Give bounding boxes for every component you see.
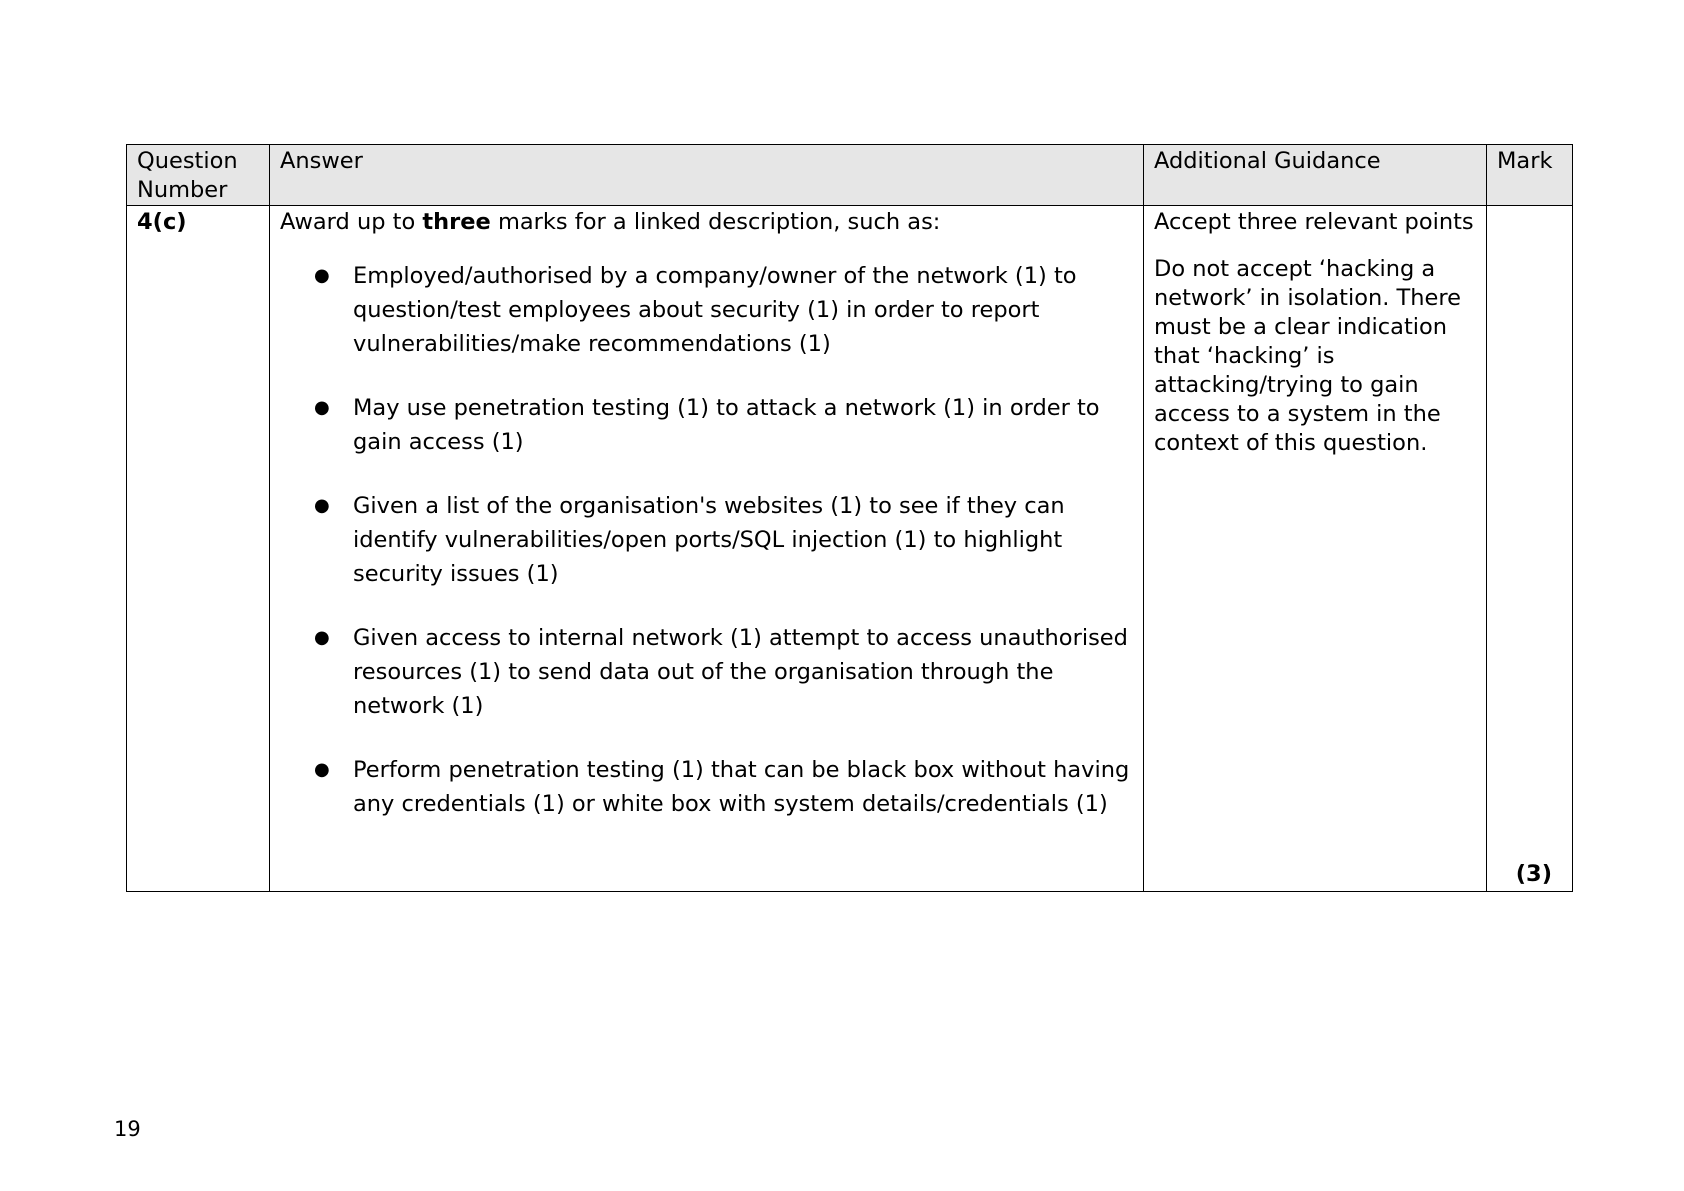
list-item [280,391,1133,459]
answer-cell [270,206,1144,892]
header-additional-guidance: Additional Guidance [1144,145,1487,206]
guidance-cell [1144,206,1487,892]
question-number-cell [127,206,270,892]
page-number: 19 [114,1117,141,1141]
answer-points-list [280,259,1133,821]
mark-scheme-table [126,144,1573,892]
header-question-number: Question Number [127,145,270,206]
intro-text-before: Award up to [280,209,423,235]
bullet-icon: ● [314,495,330,516]
answer-intro [280,208,1133,237]
list-item [280,621,1133,723]
bullet-icon: ● [314,759,330,780]
bullet-icon: ● [314,265,330,286]
answer-point-text: Perform penetration testing (1) that can be black box without having any credentials (1) or white box with system details/credentials (1) [353,757,1130,817]
table-header-row [127,145,1573,206]
answer-point-text: Given access to internal network (1) attempt to access unauthorised resources (1) to send data out of the organisation through the network (1) [353,625,1128,719]
guidance-paragraph: Do not accept ‘hacking a network’ in isolation. There must be a clear indication that ‘hacking’ is attacking/trying to gain access to a system in the context of this question. [1154,256,1461,456]
header-answer: Answer [270,145,1144,206]
bullet-icon: ● [314,627,330,648]
list-item [280,753,1133,821]
answer-point-text: May use penetration testing (1) to attack a network (1) in order to gain access (1) [353,395,1100,455]
list-item [280,489,1133,591]
header-mark: Mark [1487,145,1573,206]
mark-cell [1487,206,1573,892]
answer-point-text: Employed/authorised by a company/owner of the network (1) to question/test employees about security (1) in order to report vulnerabilities/make recommendations (1) [353,263,1077,357]
question-number: 4(c) [137,209,187,235]
bullet-icon: ● [314,397,330,418]
mark-value: (3) [1515,861,1552,887]
intro-text-bold: three [422,209,491,235]
table-row [127,206,1573,892]
guidance-paragraph: Accept three relevant points [1154,209,1474,235]
answer-point-text: Given a list of the organisation's websites (1) to see if they can identify vulnerabilities/open ports/SQL injection (1) to highlight security issues (1) [353,493,1065,587]
intro-text-after: marks for a linked description, such as: [490,209,941,235]
list-item [280,259,1133,361]
